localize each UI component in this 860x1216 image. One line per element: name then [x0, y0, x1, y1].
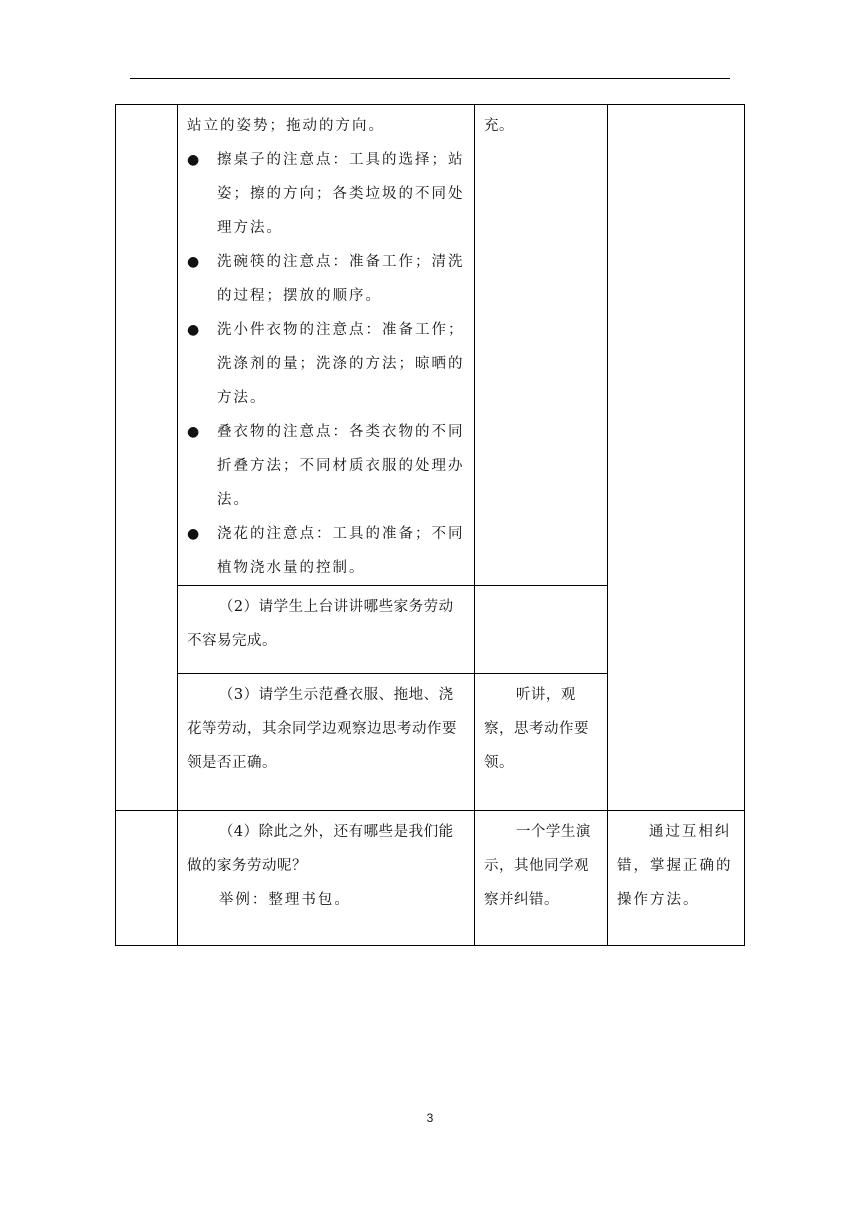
list-item-text: 叠衣物的注意点：各类衣物的不同折叠方法；不同材质衣服的处理办法。: [217, 424, 465, 508]
bullet-dot-icon: ●: [187, 152, 200, 168]
purpose-cell: [608, 105, 745, 811]
student-activity-text: 听讲，观察，思考动作要领。: [484, 687, 589, 771]
list-item-text: 洗小件衣物的注意点：准备工作；洗涤剂的量；洗涤的方法；晾晒的方法。: [217, 322, 465, 406]
student-activity-cell: [475, 811, 608, 946]
content-cell: [178, 674, 475, 811]
content-lead: 站立的姿势；拖动的方向。: [187, 118, 385, 134]
list-item-text: 浇花的注意点：工具的准备；不同植物浇水量的控制。: [217, 526, 465, 576]
table-row: [116, 811, 745, 946]
list-item: [187, 517, 465, 585]
example-text: 举例：整理书包。: [218, 892, 351, 908]
student-activity-text: 一个学生演示，其他同学观察并纠错。: [484, 824, 591, 908]
content-text: （4）除此之外，还有哪些是我们能做的家务劳动呢？: [187, 824, 454, 874]
content-text: （2）请学生上台讲讲哪些家务劳动不容易完成。: [187, 599, 454, 649]
student-activity-text: 充。: [484, 118, 514, 134]
stage-cell: [116, 105, 178, 811]
list-item-text: 擦桌子的注意点：工具的选择；站姿；擦的方向；各类垃圾的不同处理方法。: [217, 152, 465, 236]
list-item: [187, 313, 465, 415]
content-cell: [178, 811, 475, 946]
bullet-dot-icon: ●: [187, 254, 200, 270]
content-cell: [178, 586, 475, 674]
student-activity-cell: [475, 674, 608, 811]
bullet-dot-icon: ●: [187, 526, 200, 542]
page-number: 3: [426, 1111, 434, 1125]
bullet-dot-icon: ●: [187, 424, 200, 440]
header-rule: [130, 78, 730, 79]
lesson-plan-table: [115, 104, 745, 946]
purpose-cell: [608, 811, 745, 946]
content-text: （3）请学生示范叠衣服、拖地、浇花等劳动，其余同学边观察边思考动作要领是否正确。: [187, 687, 457, 771]
bullet-dot-icon: ●: [187, 322, 200, 338]
table-row: [116, 105, 745, 586]
student-activity-cell: [475, 105, 608, 586]
student-activity-cell: [475, 586, 608, 674]
list-item: [187, 143, 465, 245]
stage-cell: [116, 811, 178, 946]
content-cell: [178, 105, 475, 586]
list-item: [187, 415, 465, 517]
list-item: [187, 245, 465, 313]
list-item-text: 洗碗筷的注意点：准备工作；清洗的过程；摆放的顺序。: [217, 254, 465, 304]
purpose-text: 通过互相纠错，掌握正确的操作方法。: [617, 824, 733, 908]
